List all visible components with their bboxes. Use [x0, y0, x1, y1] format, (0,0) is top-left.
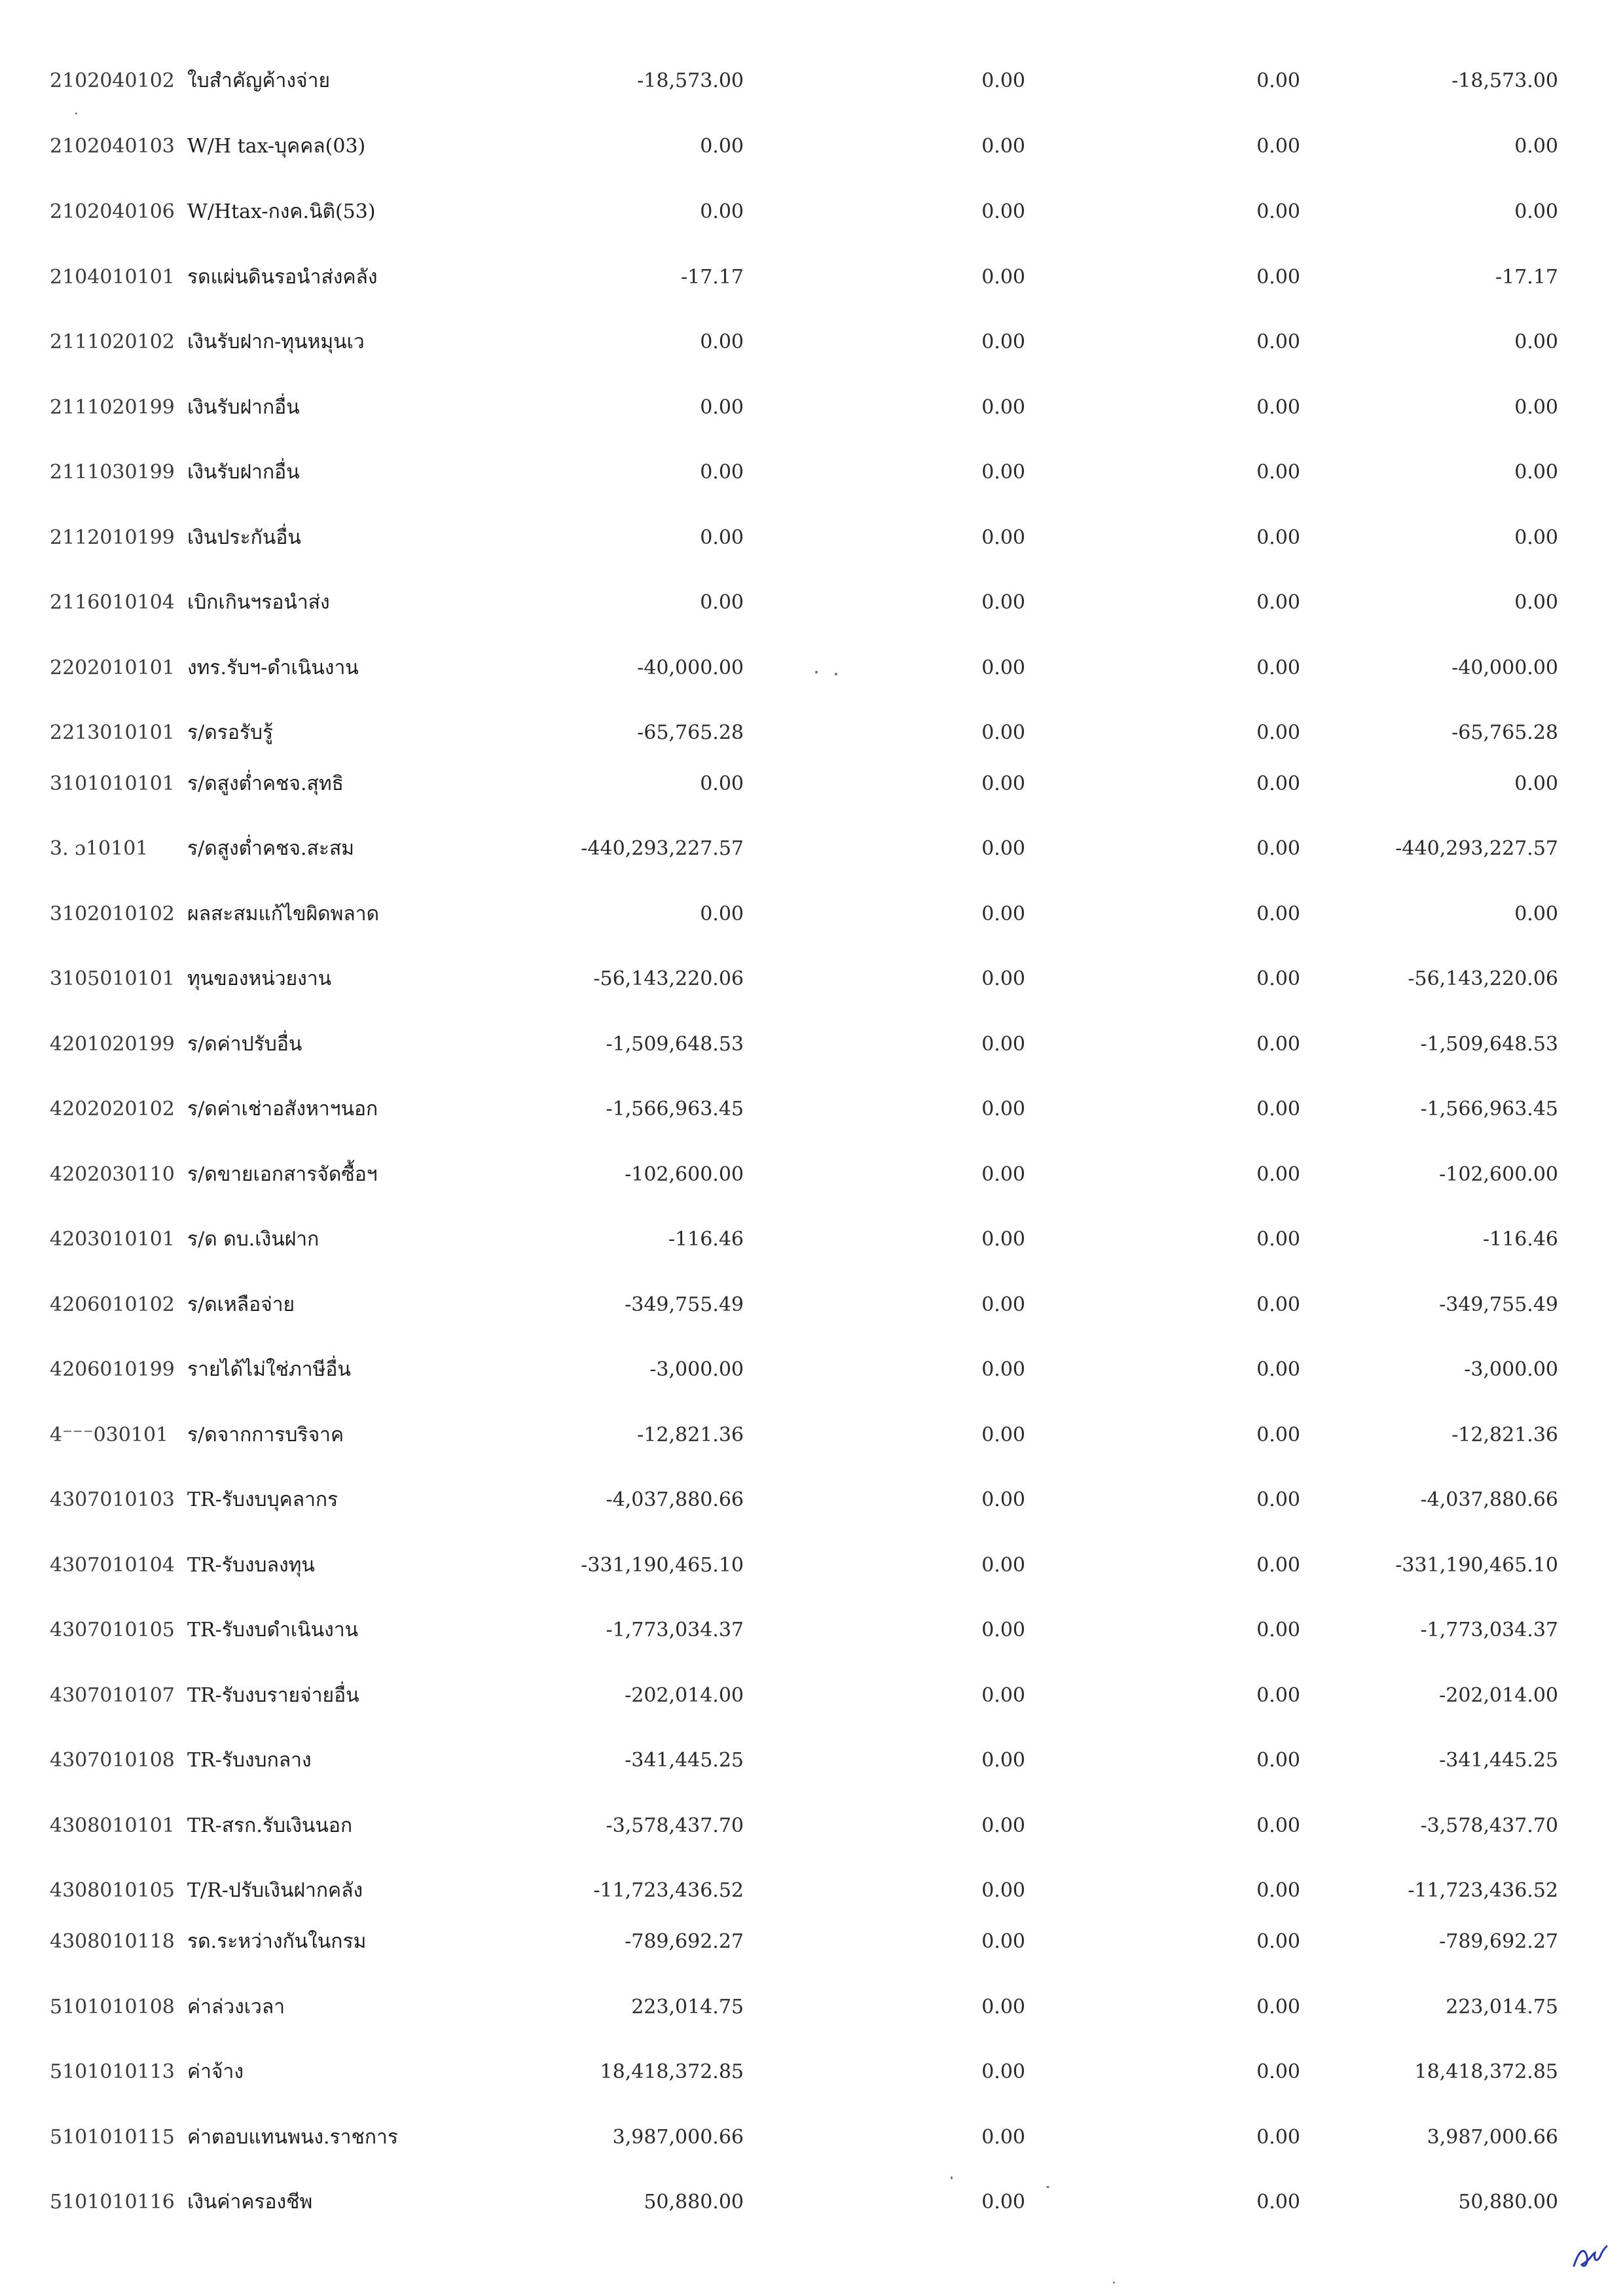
beginning-balance: -116.46: [668, 1228, 744, 1251]
credit-amount: 0.00: [1256, 1996, 1300, 2018]
scan-speck: [835, 673, 837, 675]
beginning-balance: -202,014.00: [625, 1684, 744, 1707]
debit-amount: 0.00: [981, 1749, 1025, 1772]
debit-amount: 0.00: [981, 200, 1025, 223]
ledger-row: [0, 1350, 1623, 1390]
beginning-balance: -56,143,220.06: [593, 967, 744, 990]
account-code: 4307010105: [50, 1619, 175, 1641]
account-name: TR-รับงบลงทุน: [187, 1554, 315, 1577]
account-name: ร/ดจากการบริจาค: [187, 1424, 344, 1446]
account-code: 4307010107: [50, 1684, 175, 1707]
ledger-row: [0, 388, 1623, 427]
debit-amount: 0.00: [981, 1930, 1025, 1953]
account-name: T/R-ปรับเงินฝากคลัง: [187, 1879, 363, 1902]
account-code: 5101010113: [50, 2060, 175, 2083]
account-name: ร/ดรอรับรู้: [187, 721, 274, 744]
ledger-row: [0, 258, 1623, 297]
ledger-row: [0, 1611, 1623, 1650]
beginning-balance: -440,293,227.57: [581, 837, 744, 860]
credit-amount: 0.00: [1256, 1488, 1300, 1511]
account-code: 2213010101: [50, 721, 175, 744]
debit-amount: 0.00: [981, 1424, 1025, 1446]
debit-amount: 0.00: [981, 1293, 1025, 1316]
ending-balance: 0.00: [1514, 526, 1558, 549]
ledger-row: [0, 713, 1623, 753]
ledger-row: [0, 1546, 1623, 1585]
debit-amount: 0.00: [981, 1228, 1025, 1251]
credit-amount: 0.00: [1256, 1424, 1300, 1446]
ending-balance: 0.00: [1514, 135, 1558, 158]
credit-amount: 0.00: [1256, 1930, 1300, 1953]
ledger-row: [0, 1871, 1623, 1910]
account-code: 2102040103: [50, 135, 175, 158]
ending-balance: -12,821.36: [1451, 1424, 1558, 1446]
account-code: 4308010118: [50, 1930, 175, 1953]
account-code: 4202020102: [50, 1098, 175, 1121]
account-name: เงินรับฝาก-ทุนหมุนเว: [187, 331, 365, 353]
scan-speck: [75, 113, 77, 115]
account-name: W/Htax-กงค.นิติ(53): [187, 200, 376, 223]
ending-balance: 0.00: [1514, 591, 1558, 614]
account-name: ร/ดค่าเช่าอสังหาฯนอก: [187, 1098, 378, 1121]
scan-speck: [815, 671, 818, 673]
ledger-row: [0, 1090, 1623, 1129]
debit-amount: 0.00: [981, 1488, 1025, 1511]
account-name: ร/ดสูงต่ำคชจ.สุทธิ: [187, 772, 344, 795]
beginning-balance: -4,037,880.66: [606, 1488, 744, 1511]
ending-balance: 3,987,000.66: [1427, 2126, 1558, 2149]
account-name: ร/ดสูงต่ำคชจ.สะสม: [187, 837, 355, 860]
ledger-row: [0, 1025, 1623, 1064]
credit-amount: 0.00: [1256, 903, 1300, 925]
credit-amount: 0.00: [1256, 656, 1300, 679]
handwritten-initials: [1570, 2237, 1609, 2276]
ending-balance: -341,445.25: [1439, 1749, 1558, 1772]
debit-amount: 0.00: [981, 1619, 1025, 1641]
account-name: ผลสะสมแก้ไขผิดพลาด: [187, 903, 380, 925]
debit-amount: 0.00: [981, 967, 1025, 990]
ending-balance: -116.46: [1482, 1228, 1558, 1251]
credit-amount: 0.00: [1256, 721, 1300, 744]
credit-amount: 0.00: [1256, 135, 1300, 158]
ledger-row: [0, 1922, 1623, 1962]
account-name: เงินรับฝากอื่น: [187, 461, 300, 484]
credit-amount: 0.00: [1256, 837, 1300, 860]
debit-amount: 0.00: [981, 1098, 1025, 1121]
ledger-row: [0, 192, 1623, 232]
ending-balance: -18,573.00: [1451, 69, 1558, 92]
ending-balance: 0.00: [1514, 331, 1558, 353]
ledger-row: [0, 1220, 1623, 1259]
credit-amount: 0.00: [1256, 1814, 1300, 1837]
account-name: ร/ดเหลือจ่าย: [187, 1293, 295, 1316]
ending-balance: 223,014.75: [1446, 1996, 1558, 2018]
beginning-balance: -349,755.49: [625, 1293, 744, 1316]
debit-amount: 0.00: [981, 721, 1025, 744]
beginning-balance: 0.00: [700, 591, 744, 614]
account-name: TR-รับงบดำเนินงาน: [187, 1619, 359, 1641]
debit-amount: 0.00: [981, 331, 1025, 353]
beginning-balance: 0.00: [700, 903, 744, 925]
beginning-balance: -102,600.00: [625, 1163, 744, 1186]
account-code: 4201020199: [50, 1033, 175, 1056]
debit-amount: 0.00: [981, 1814, 1025, 1837]
ledger-row: [0, 829, 1623, 869]
account-name: เงินค่าครองชีพ: [187, 2191, 313, 2214]
credit-amount: 0.00: [1256, 1293, 1300, 1316]
ending-balance: -17.17: [1495, 266, 1558, 289]
credit-amount: 0.00: [1256, 461, 1300, 484]
account-code: 4206010199: [50, 1358, 175, 1381]
account-code: 3105010101: [50, 967, 175, 990]
debit-amount: 0.00: [981, 135, 1025, 158]
credit-amount: 0.00: [1256, 1163, 1300, 1186]
credit-amount: 0.00: [1256, 1098, 1300, 1121]
account-name: ค่าล่วงเวลา: [187, 1996, 285, 2018]
beginning-balance: 223,014.75: [631, 1996, 744, 2018]
ledger-row: [0, 1806, 1623, 1846]
ledger-row: [0, 62, 1623, 101]
debit-amount: 0.00: [981, 266, 1025, 289]
beginning-balance: 3,987,000.66: [612, 2126, 744, 2149]
account-code: 2111020102: [50, 331, 175, 353]
beginning-balance: 0.00: [700, 135, 744, 158]
account-code: 2112010199: [50, 526, 175, 549]
ledger-row: [0, 2118, 1623, 2157]
ending-balance: 0.00: [1514, 396, 1558, 419]
beginning-balance: 18,418,372.85: [600, 2060, 744, 2083]
account-name: รด.ระหว่างกันในกรม: [187, 1930, 367, 1953]
ledger-row: [0, 764, 1623, 804]
debit-amount: 0.00: [981, 591, 1025, 614]
credit-amount: 0.00: [1256, 1619, 1300, 1641]
account-code: 5101010108: [50, 1996, 175, 2018]
credit-amount: 0.00: [1256, 2060, 1300, 2083]
debit-amount: 0.00: [981, 1033, 1025, 1056]
account-code: 4308010105: [50, 1879, 175, 1902]
credit-amount: 0.00: [1256, 2191, 1300, 2214]
account-name: ร/ด ดบ.เงินฝาก: [187, 1228, 319, 1251]
ledger-row: [0, 895, 1623, 934]
scan-speck: [1046, 2186, 1049, 2188]
account-code: 3101010101: [50, 772, 175, 795]
credit-amount: 0.00: [1256, 2126, 1300, 2149]
account-code: 5101010116: [50, 2191, 175, 2214]
ending-balance: -3,000.00: [1464, 1358, 1558, 1381]
credit-amount: 0.00: [1256, 396, 1300, 419]
ledger-row: [0, 127, 1623, 166]
beginning-balance: 0.00: [700, 396, 744, 419]
debit-amount: 0.00: [981, 1554, 1025, 1577]
scan-speck: [1113, 2282, 1115, 2284]
debit-amount: 0.00: [981, 837, 1025, 860]
ending-balance: -1,773,034.37: [1420, 1619, 1558, 1641]
ending-balance: 0.00: [1514, 461, 1558, 484]
ending-balance: 18,418,372.85: [1414, 2060, 1558, 2083]
ending-balance: -789,692.27: [1439, 1930, 1558, 1953]
account-name: เงินรับฝากอื่น: [187, 396, 300, 419]
debit-amount: 0.00: [981, 1879, 1025, 1902]
ledger-row: [0, 1676, 1623, 1715]
beginning-balance: -3,578,437.70: [606, 1814, 744, 1837]
ledger-row: [0, 2183, 1623, 2222]
beginning-balance: -1,773,034.37: [606, 1619, 744, 1641]
ledger-row: [0, 960, 1623, 999]
credit-amount: 0.00: [1256, 526, 1300, 549]
account-code: 5101010115: [50, 2126, 175, 2149]
credit-amount: 0.00: [1256, 967, 1300, 990]
credit-amount: 0.00: [1256, 1358, 1300, 1381]
debit-amount: 0.00: [981, 2191, 1025, 2214]
account-code: 3102010102: [50, 903, 175, 925]
ending-balance: -202,014.00: [1439, 1684, 1558, 1707]
debit-amount: 0.00: [981, 2126, 1025, 2149]
credit-amount: 0.00: [1256, 1228, 1300, 1251]
account-code: 2111020199: [50, 396, 175, 419]
debit-amount: 0.00: [981, 903, 1025, 925]
beginning-balance: -331,190,465.10: [581, 1554, 744, 1577]
ending-balance: -1,509,648.53: [1420, 1033, 1558, 1056]
account-name: ร/ดค่าปรับอื่น: [187, 1033, 302, 1056]
account-code: 4202030110: [50, 1163, 175, 1186]
ending-balance: -3,578,437.70: [1420, 1814, 1558, 1837]
ledger-row: [0, 1416, 1623, 1455]
debit-amount: 0.00: [981, 526, 1025, 549]
account-name: เบิกเกินฯรอนำส่ง: [187, 591, 330, 614]
credit-amount: 0.00: [1256, 1554, 1300, 1577]
ledger-row: [0, 1741, 1623, 1780]
beginning-balance: -12,821.36: [637, 1424, 744, 1446]
debit-amount: 0.00: [981, 1163, 1025, 1186]
account-code: 4203010101: [50, 1228, 175, 1251]
ending-balance: -331,190,465.10: [1395, 1554, 1558, 1577]
beginning-balance: -1,509,648.53: [606, 1033, 744, 1056]
scan-speck: [951, 2176, 953, 2179]
ending-balance: -11,723,436.52: [1408, 1879, 1558, 1902]
account-code: 4308010101: [50, 1814, 175, 1837]
beginning-balance: -341,445.25: [625, 1749, 744, 1772]
account-code: 3. ɔ10101: [50, 837, 149, 860]
debit-amount: 0.00: [981, 69, 1025, 92]
credit-amount: 0.00: [1256, 331, 1300, 353]
beginning-balance: -40,000.00: [637, 656, 744, 679]
account-name: ค่าตอบแทนพนง.ราชการ: [187, 2126, 398, 2149]
ending-balance: -1,566,963.45: [1420, 1098, 1558, 1121]
account-name: W/H tax-บุคคล(03): [187, 135, 366, 158]
ending-balance: -56,143,220.06: [1408, 967, 1558, 990]
account-code: 4⁻⁻⁻030101: [50, 1424, 169, 1446]
account-name: งทร.รับฯ-ดำเนินงาน: [187, 656, 359, 679]
debit-amount: 0.00: [981, 656, 1025, 679]
credit-amount: 0.00: [1256, 1749, 1300, 1772]
beginning-balance: -17.17: [680, 266, 744, 289]
beginning-balance: -11,723,436.52: [593, 1879, 744, 1902]
account-code: 2104010101: [50, 266, 175, 289]
ledger-row: [0, 583, 1623, 622]
account-code: 4307010103: [50, 1488, 175, 1511]
ending-balance: 0.00: [1514, 903, 1558, 925]
ledger-row: [0, 2053, 1623, 2092]
account-name: TR-รับงบบุคลากร: [187, 1488, 338, 1511]
ending-balance: 0.00: [1514, 772, 1558, 795]
credit-amount: 0.00: [1256, 69, 1300, 92]
beginning-balance: 0.00: [700, 200, 744, 223]
ending-balance: -102,600.00: [1439, 1163, 1558, 1186]
ending-balance: -349,755.49: [1439, 1293, 1558, 1316]
ledger-row: [0, 649, 1623, 688]
account-name: ค่าจ้าง: [187, 2060, 244, 2083]
ending-balance: 50,880.00: [1458, 2191, 1558, 2214]
debit-amount: 0.00: [981, 772, 1025, 795]
debit-amount: 0.00: [981, 1358, 1025, 1381]
beginning-balance: 0.00: [700, 526, 744, 549]
ending-balance: -65,765.28: [1451, 721, 1558, 744]
beginning-balance: 0.00: [700, 331, 744, 353]
beginning-balance: 0.00: [700, 772, 744, 795]
account-name: TR-รับงบกลาง: [187, 1749, 312, 1772]
beginning-balance: 0.00: [700, 461, 744, 484]
ledger-row: [0, 1480, 1623, 1520]
account-name: รายได้ไม่ใช่ภาษีอื่น: [187, 1358, 351, 1381]
account-code: 2102040102: [50, 69, 175, 92]
debit-amount: 0.00: [981, 1996, 1025, 2018]
beginning-balance: -789,692.27: [625, 1930, 744, 1953]
account-code: 4307010108: [50, 1749, 175, 1772]
beginning-balance: -1,566,963.45: [606, 1098, 744, 1121]
beginning-balance: -3,000.00: [649, 1358, 744, 1381]
account-code: 2202010101: [50, 656, 175, 679]
account-code: 4206010102: [50, 1293, 175, 1316]
credit-amount: 0.00: [1256, 1879, 1300, 1902]
account-code: 2102040106: [50, 200, 175, 223]
account-name: รดแผ่นดินรอนำส่งคลัง: [187, 266, 378, 289]
ledger-row: [0, 1988, 1623, 2027]
beginning-balance: -65,765.28: [637, 721, 744, 744]
ledger-row: [0, 1155, 1623, 1194]
ending-balance: 0.00: [1514, 200, 1558, 223]
ledger-row: [0, 518, 1623, 558]
ledger-row: [0, 453, 1623, 492]
credit-amount: 0.00: [1256, 772, 1300, 795]
account-name: ทุนของหน่วยงาน: [187, 967, 332, 990]
account-code: 2116010104: [50, 591, 175, 614]
ending-balance: -40,000.00: [1451, 656, 1558, 679]
debit-amount: 0.00: [981, 461, 1025, 484]
beginning-balance: 50,880.00: [644, 2191, 744, 2214]
credit-amount: 0.00: [1256, 266, 1300, 289]
debit-amount: 0.00: [981, 396, 1025, 419]
debit-amount: 0.00: [981, 2060, 1025, 2083]
account-code: 4307010104: [50, 1554, 175, 1577]
credit-amount: 0.00: [1256, 1033, 1300, 1056]
ledger-row: [0, 1285, 1623, 1325]
account-code: 2111030199: [50, 461, 175, 484]
beginning-balance: -18,573.00: [637, 69, 744, 92]
credit-amount: 0.00: [1256, 200, 1300, 223]
debit-amount: 0.00: [981, 1684, 1025, 1707]
account-name: เงินประกันอื่น: [187, 526, 301, 549]
account-name: TR-สรก.รับเงินนอก: [187, 1814, 353, 1837]
account-name: ร/ดขายเอกสารจัดซื้อฯ: [187, 1163, 378, 1186]
ending-balance: -4,037,880.66: [1420, 1488, 1558, 1511]
ending-balance: -440,293,227.57: [1395, 837, 1558, 860]
account-name: TR-รับงบรายจ่ายอื่น: [187, 1684, 359, 1707]
credit-amount: 0.00: [1256, 1684, 1300, 1707]
account-name: ใบสำคัญค้างจ่าย: [187, 69, 331, 92]
ledger-row: [0, 323, 1623, 362]
credit-amount: 0.00: [1256, 591, 1300, 614]
